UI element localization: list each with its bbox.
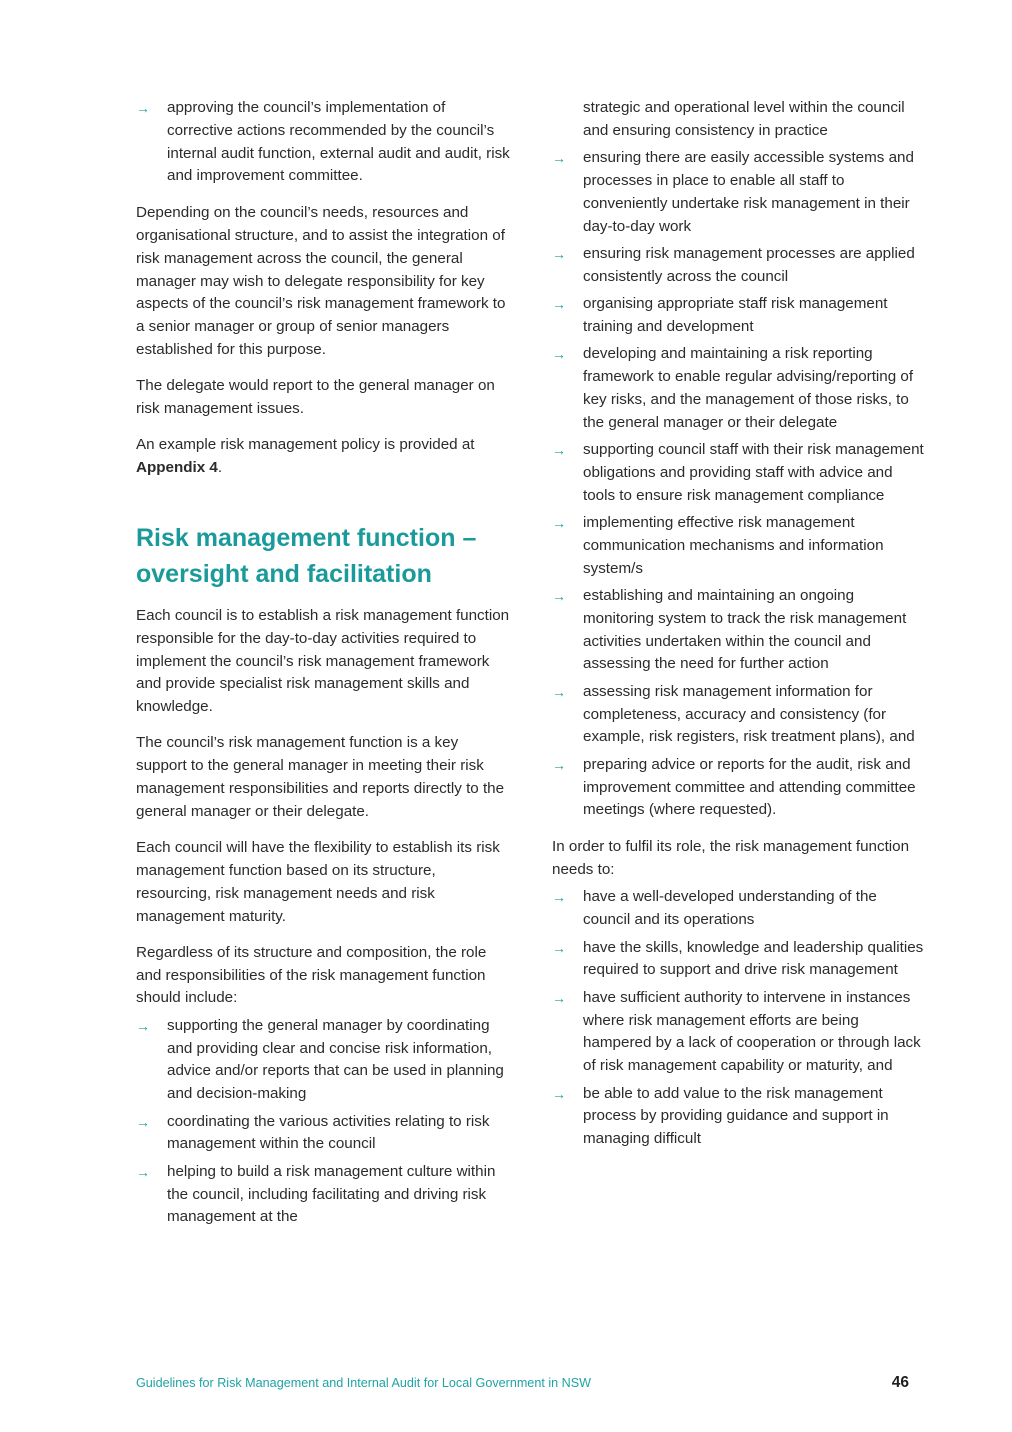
- arrow-right-icon: →: [552, 245, 566, 262]
- paragraph-delegation: Depending on the council’s needs, resources and organisational structure, and to assist the integration of risk management across the council, the general manager may wish to delegate responsibility for key aspects of the council’s risk management framework to a senior manager or group of senior managers established for this purpose.: [136, 204, 506, 358]
- appendix-text-after: .: [217, 459, 223, 477]
- list-item: [136, 1161, 511, 1229]
- section-heading: Risk management function – oversight and facilitation: [136, 523, 477, 588]
- list-item: [552, 512, 928, 580]
- arrow-right-icon: →: [552, 515, 566, 532]
- list-item: [552, 147, 928, 238]
- list-item-text: helping to build a risk management culture within the council, including facilitating and driving risk management at the: [167, 1162, 496, 1226]
- list-item-text: ensuring risk management processes are applied consistently across the council: [583, 244, 915, 285]
- arrow-right-icon: →: [552, 989, 566, 1006]
- list-item-text: supporting the general manager by coordinating and providing clear and concise risk information, advice and/or reports that can be used in planning and decision-making: [167, 1016, 504, 1103]
- list-item: [552, 439, 928, 507]
- continuation-text: strategic and operational level within the council and ensuring consistency in practice: [583, 99, 905, 139]
- paragraph-key-support: The council’s risk management function is a key support to the general manager in meeting their risk management responsibilities and reports directly to the general manager or their delegate.: [136, 734, 505, 820]
- right-column: [552, 97, 928, 1165]
- list-item-text: preparing advice or reports for the audit, risk and improvement committee and attending committee meetings (where requested).: [583, 755, 916, 819]
- left-column: [136, 97, 511, 1243]
- arrow-right-icon: →: [136, 1163, 150, 1180]
- list-item: [552, 754, 928, 822]
- arrow-right-icon: →: [552, 346, 566, 363]
- list-item-text: supporting council staff with their risk management obligations and providing staff with advice and tools to ensure risk management compliance: [583, 441, 924, 504]
- list-item: [552, 585, 928, 676]
- list-item: [552, 937, 928, 983]
- list-item: [552, 293, 928, 339]
- list-item: [552, 681, 928, 749]
- list-item: [552, 987, 928, 1078]
- list-item-text: developing and maintaining a risk reporting framework to enable regular advising/reporting of key risks, and the management of those risks, to the general manager or their delegate: [583, 345, 914, 431]
- list-item-text: ensuring there are easily accessible systems and processes in place to enable all staff to conveniently undertake risk management in their day-to-day work: [583, 149, 914, 235]
- paragraph-appendix-reference: [136, 434, 511, 480]
- list-item-text: approving the council’s implementation of corrective actions recommended by the council’s internal audit function, external audit and audit, risk and improvement committee.: [167, 99, 510, 185]
- list-item-text: organising appropriate staff risk management training and development: [583, 295, 888, 335]
- list-item-text: be able to add value to the risk management process by providing guidance and support in managing difficult: [583, 1084, 889, 1148]
- list-item: [136, 1015, 511, 1106]
- page-number: 46: [891, 1374, 909, 1391]
- appendix-text-before: An example risk management policy is provided at: [136, 436, 475, 454]
- list-item-text: have a well-developed understanding of the council and its operations: [583, 888, 877, 929]
- left-roles-list: [136, 1015, 511, 1229]
- paragraph-flexibility: Each council will have the flexibility to establish its risk management function based on its structure, resourcing, risk management needs and risk management maturity.: [136, 839, 500, 925]
- list-item: [552, 1083, 928, 1151]
- arrow-right-icon: →: [552, 588, 566, 605]
- arrow-right-icon: →: [552, 683, 566, 700]
- appendix-link: Appendix 4: [136, 459, 218, 477]
- paragraph-delegate-report: The delegate would report to the general manager on risk management issues.: [136, 377, 495, 418]
- arrow-right-icon: →: [552, 296, 566, 313]
- paragraph-fulfil-role: In order to fulfil its role, the risk management function needs to:: [552, 838, 910, 879]
- right-needs-list: [552, 886, 928, 1151]
- right-roles-list: [552, 147, 928, 822]
- list-item: [552, 243, 928, 289]
- paragraph-establish-function: Each council is to establish a risk management function responsible for the day-to-day activities required to implement the council’s risk management framework and provide specialist risk management skills and knowledge.: [136, 606, 510, 716]
- arrow-right-icon: →: [136, 100, 150, 116]
- list-item-text: have sufficient authority to intervene in instances where risk management efforts are being hampered by a lack of cooperation or through lack of risk management capability or maturity, and: [583, 988, 921, 1075]
- footer-title: Guidelines for Risk Management and Internal Audit for Local Government in NSW: [136, 1376, 591, 1390]
- arrow-right-icon: →: [552, 889, 566, 906]
- list-item-text: coordinating the various activities relating to risk management within the council: [167, 1112, 490, 1153]
- paragraph-roles-intro: Regardless of its structure and composition, the role and responsibilities of the risk management function should include:: [136, 943, 487, 1007]
- arrow-right-icon: →: [552, 150, 566, 167]
- list-item-text: have the skills, knowledge and leadership qualities required to support and drive risk management: [583, 938, 924, 979]
- list-item: [136, 1111, 511, 1157]
- list-item-text: assessing risk management information for completeness, accuracy and consistency (for example, risk registers, risk treatment plans), and: [583, 682, 915, 746]
- arrow-right-icon: →: [136, 1113, 150, 1130]
- list-item: [552, 343, 928, 434]
- list-item-text: implementing effective risk management communication mechanisms and information system/s: [583, 514, 884, 577]
- list-item-text: establishing and maintaining an ongoing monitoring system to track the risk management activities undertaken within the council and assessing the need for further action: [583, 587, 907, 673]
- arrow-right-icon: →: [552, 756, 566, 773]
- list-item: [136, 97, 511, 188]
- arrow-right-icon: →: [552, 1085, 566, 1102]
- left-top-list: [136, 97, 511, 188]
- list-item: [552, 886, 928, 932]
- page-footer: [136, 1374, 909, 1392]
- arrow-right-icon: →: [552, 442, 566, 459]
- arrow-right-icon: →: [552, 939, 566, 956]
- arrow-right-icon: →: [136, 1017, 150, 1034]
